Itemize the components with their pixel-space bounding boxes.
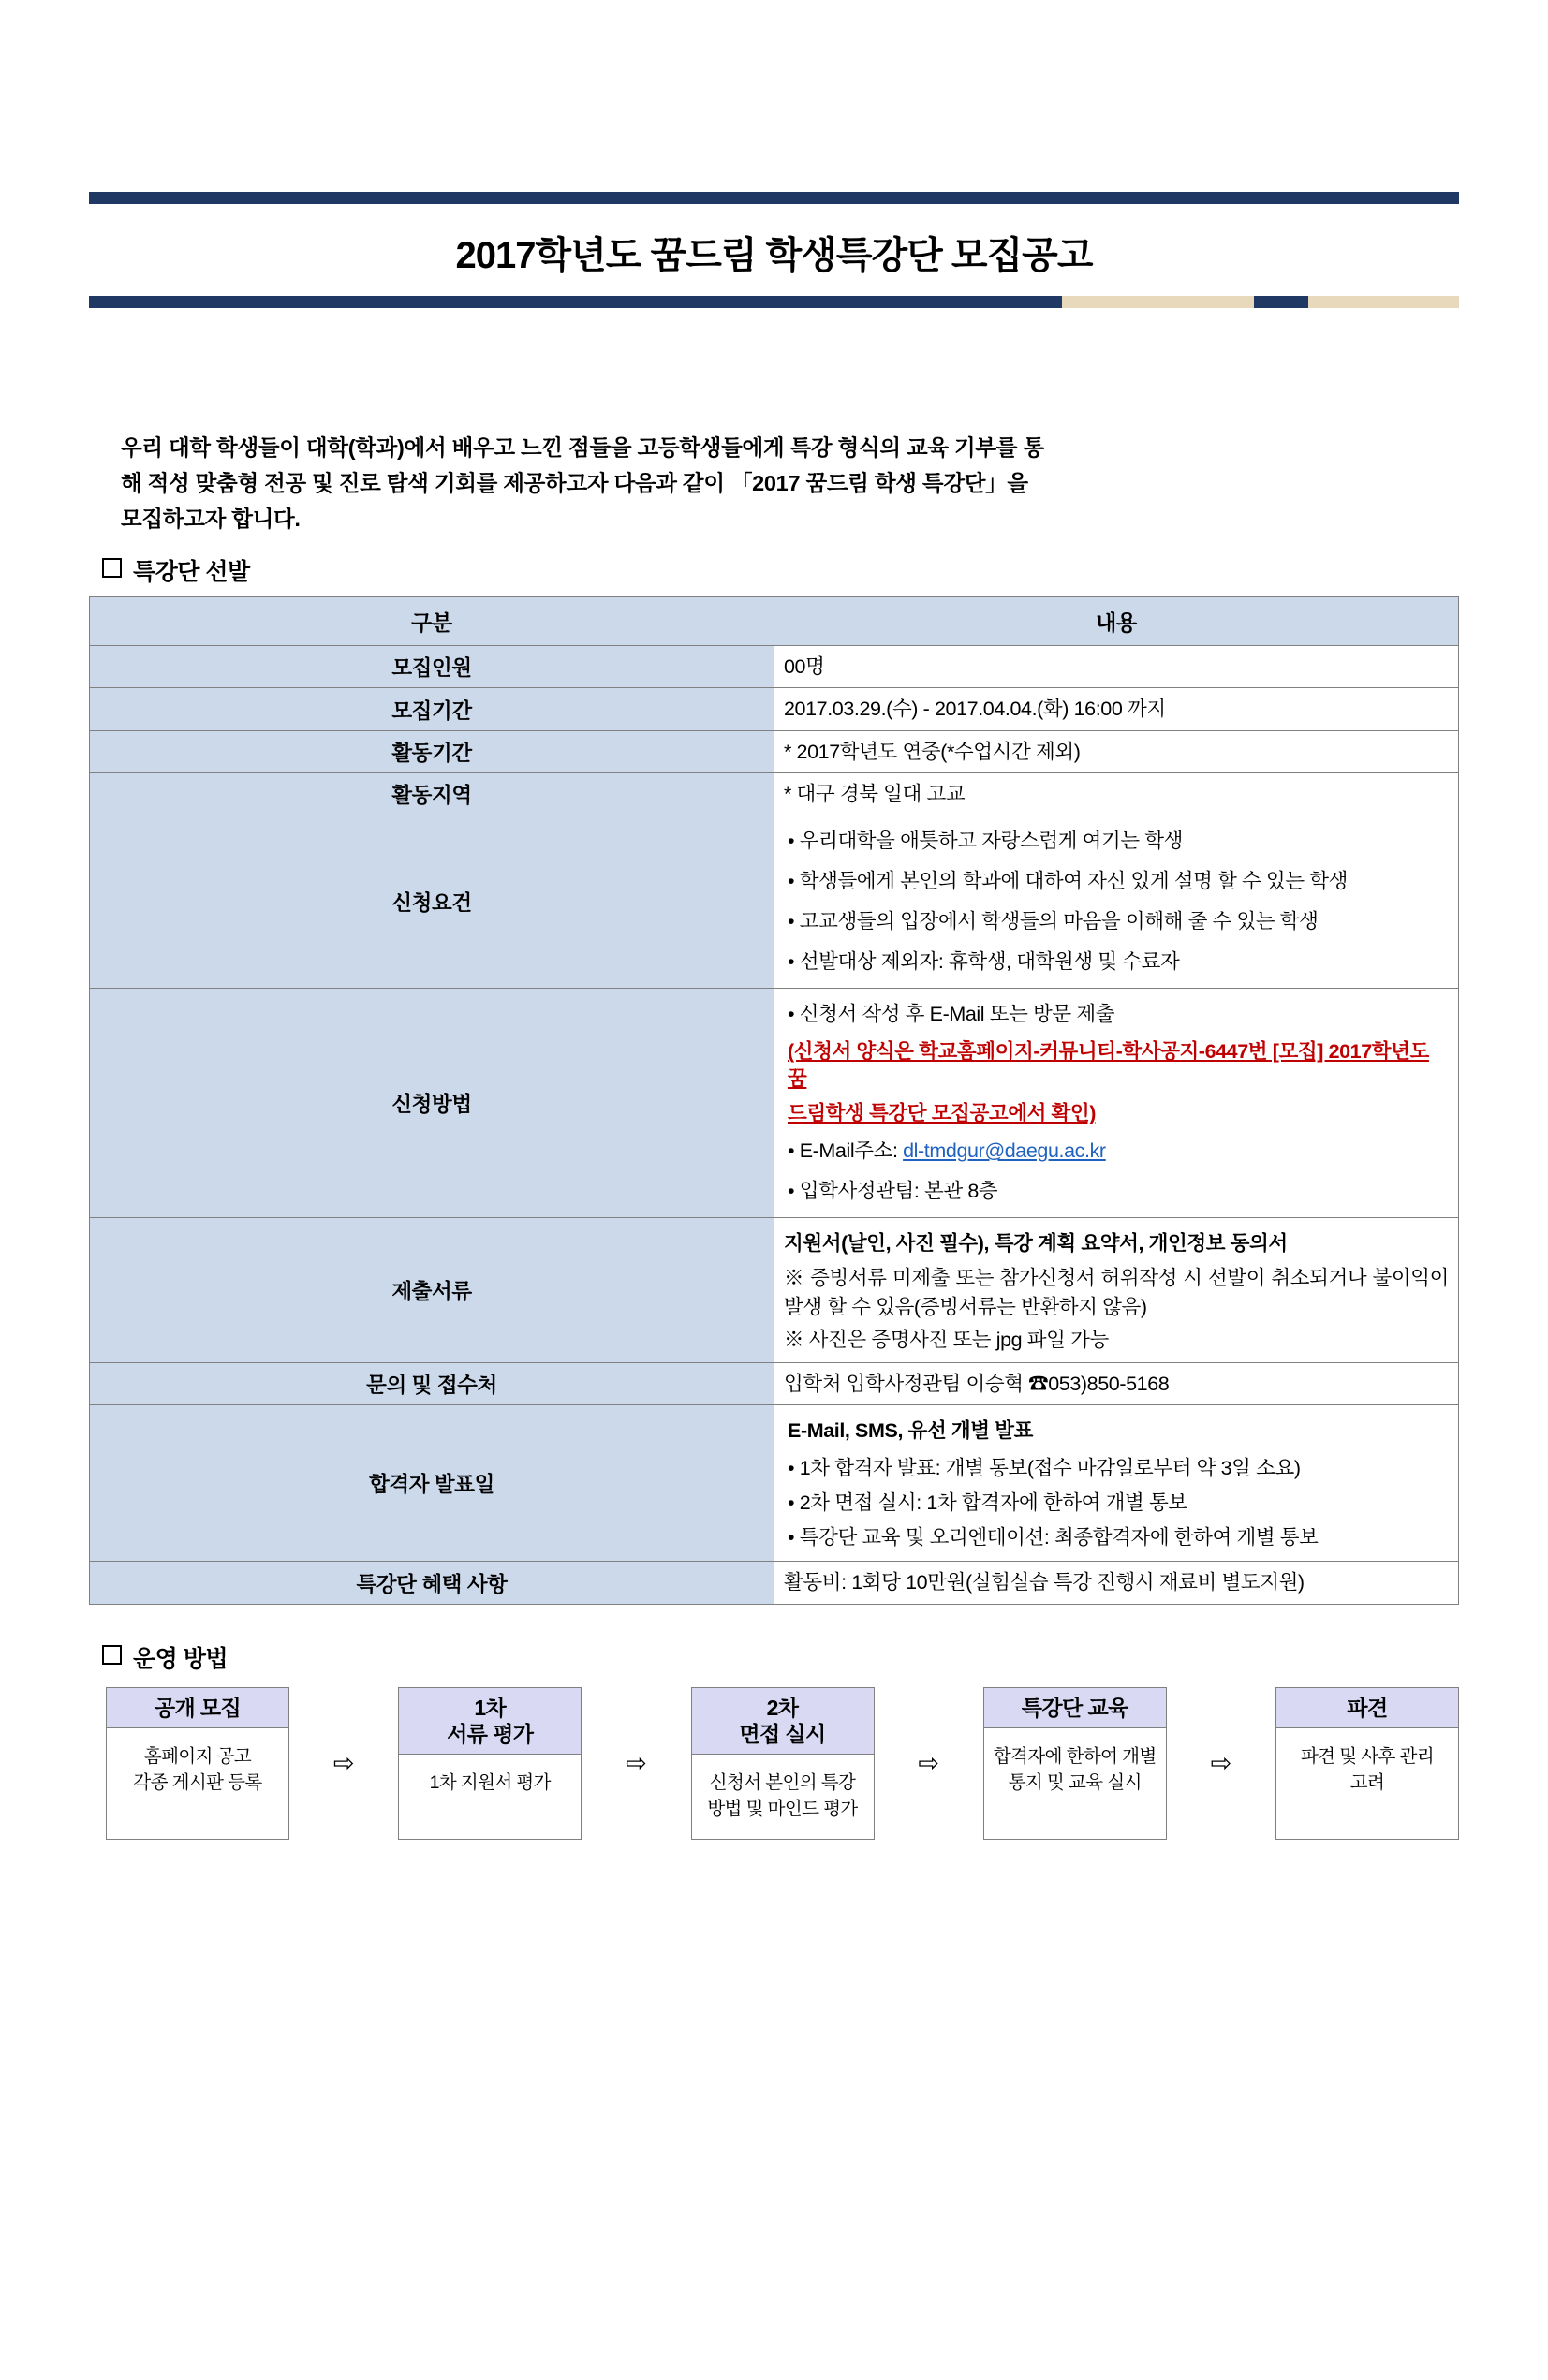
row-label-recruit-period: 모집기간 [90, 688, 774, 730]
flow-node-body [984, 1728, 1166, 1814]
table-row [90, 772, 1459, 815]
table-row [90, 1363, 1459, 1405]
process-flow-diagram [106, 1687, 1459, 1841]
row-value-activity-area: * 대구 경북 일대 고교 [774, 772, 1459, 815]
intro-line-2: 해 적성 맞춤형 전공 및 진로 탐색 기회를 제공하고자 다음과 같이 「2017 꿈드림 학생 특강단」을 [121, 471, 1028, 496]
flow-node-training [983, 1687, 1167, 1841]
flow-node-public-recruitment [106, 1687, 289, 1841]
row-label-how-to-apply: 신청방법 [90, 989, 774, 1218]
table-row [90, 815, 1459, 989]
flow-node-body-line: 방법 및 마인드 평가 [707, 1799, 858, 1820]
row-label-contact: 문의 및 접수처 [90, 1363, 774, 1405]
row-label-activity-period: 활동기간 [90, 730, 774, 772]
row-value-contact: 입학처 입학사정관팀 이승혁 ☎053)850-5168 [774, 1363, 1459, 1405]
row-value-recruit-period: 2017.03.29.(수) - 2017.04.04.(화) 16:00 까지 [774, 688, 1459, 730]
title-rule-top [89, 192, 1459, 204]
row-label-recruit-count: 모집인원 [90, 646, 774, 688]
flow-arrow-icon: ⇨ [626, 1748, 647, 1777]
documents-note-1: ※ 증빙서류 미제출 또는 참가신청서 허위작성 시 선발이 취소되거나 불이익이 발생 할 수 있음(증빙서류는 반환하지 않음) [784, 1266, 1449, 1318]
flow-node-title-line: 서류 평가 [447, 1721, 534, 1746]
flow-node-body-line: 합격자에 한하여 개별 [993, 1745, 1157, 1767]
table-row [90, 1562, 1459, 1604]
rule-segment-dark-2 [1254, 296, 1309, 308]
apply-email-prefix: • E-Mail주소: [788, 1139, 904, 1163]
row-label-activity-area: 활동지역 [90, 772, 774, 815]
intro-paragraph [89, 430, 1459, 536]
row-value-requirements [774, 815, 1459, 989]
row-value-recruit-count: 00명 [774, 646, 1459, 688]
documents-required: 지원서(날인, 사진 필수), 특강 계획 요약서, 개인정보 동의서 [784, 1232, 1288, 1256]
table-row [90, 1405, 1459, 1562]
announcement-methods: E-Mail, SMS, 유선 개별 발표 [788, 1419, 1033, 1443]
flow-node-title [399, 1688, 581, 1755]
requirement-item: • 선발대상 제외자: 휴학생, 대학원생 및 수료자 [788, 950, 1180, 974]
recruitment-table [89, 596, 1459, 1604]
checkbox-icon [102, 558, 122, 578]
announcement-item: • 1차 합격자 발표: 개별 통보(접수 마감일로부터 약 3일 소요) [788, 1457, 1301, 1480]
apply-note-form-location-line-1 [784, 1035, 1449, 1096]
row-label-benefits: 특강단 혜택 사항 [90, 1562, 774, 1604]
row-value-announcement [774, 1405, 1459, 1562]
documents-note-2: ※ 사진은 증명사진 또는 jpg 파일 가능 [784, 1328, 1109, 1351]
requirement-item: • 고교생들의 입장에서 학생들의 마음을 이해해 줄 수 있는 학생 [788, 910, 1319, 933]
flow-arrow-icon: ⇨ [1210, 1748, 1232, 1777]
title-banner [89, 192, 1459, 308]
flow-node-title: 파견 [1276, 1688, 1458, 1728]
flow-node-title: 특강단 교육 [984, 1688, 1166, 1728]
row-value-benefits: 활동비: 1회당 10만원(실험실습 특강 진행시 재료비 별도지원) [774, 1562, 1459, 1604]
row-value-documents [774, 1218, 1459, 1363]
requirement-item: • 우리대학을 애틋하고 자랑스럽게 여기는 학생 [788, 830, 1184, 853]
apply-item-email [784, 1131, 1449, 1171]
apply-note-red-1: (신청서 양식은 학교홈페이지-커뮤니티-학사공지-6447번 [모집] 2017학년도 꿈 [788, 1040, 1429, 1091]
table-row [90, 646, 1459, 688]
intro-line-1: 우리 대학 학생들이 대학(학과)에서 배우고 느낀 점들을 고등학생들에게 특강 형식의 교육 기부를 통 [121, 435, 1044, 460]
requirement-item: • 학생들에게 본인의 학과에 대하여 자신 있게 설명 할 수 있는 학생 [788, 870, 1349, 893]
flow-node-body [399, 1755, 581, 1828]
table-row [90, 730, 1459, 772]
section-heading-operation-label: 운영 방법 [133, 1645, 229, 1672]
flow-node-body [107, 1728, 288, 1814]
flow-node-interview [691, 1687, 875, 1841]
flow-node-title-line: 1차 [474, 1695, 507, 1720]
flow-node-title [692, 1688, 874, 1755]
announcement-item: • 2차 면접 실시: 1차 합격자에 한하여 개별 통보 [788, 1491, 1187, 1515]
checkbox-icon [102, 1645, 122, 1665]
flow-node-document-review [398, 1687, 582, 1841]
section-heading-operation [102, 1640, 1459, 1674]
row-label-documents: 제출서류 [90, 1218, 774, 1363]
operation-section [89, 1640, 1459, 1841]
flow-node-title: 공개 모집 [107, 1688, 288, 1728]
table-header-row [90, 597, 1459, 646]
rule-segment-tan-2 [1308, 296, 1459, 308]
flow-node-title-line: 면접 실시 [739, 1721, 826, 1746]
flow-node-body [692, 1755, 874, 1840]
page-title: 2017학년도 꿈드림 학생특강단 모집공고 [455, 235, 1093, 276]
table-header-content: 내용 [774, 597, 1459, 646]
flow-node-body [1276, 1728, 1458, 1814]
flow-node-body-line: 신청서 본인의 특강 [709, 1771, 856, 1793]
flow-arrow-icon: ⇨ [332, 1748, 355, 1777]
table-row [90, 1218, 1459, 1363]
table-row [90, 688, 1459, 730]
document-page [0, 192, 1548, 2380]
title-rule-bottom [89, 296, 1459, 308]
flow-node-title-line: 2차 [766, 1695, 799, 1720]
flow-node-body-line: 고려 [1349, 1771, 1385, 1793]
row-label-announcement: 합격자 발표일 [90, 1405, 774, 1562]
row-value-how-to-apply [774, 989, 1459, 1218]
table-header-category: 구분 [90, 597, 774, 646]
announcement-item: • 특강단 교육 및 오리엔테이션: 최종합격자에 한하여 개별 통보 [788, 1526, 1319, 1550]
apply-note-form-location-line-2 [784, 1096, 1449, 1131]
apply-item-office: • 입학사정관팀: 본관 8층 [788, 1180, 998, 1203]
section-heading-selection-label: 특강단 선발 [133, 559, 250, 586]
flow-node-body-line: 파견 및 사후 관리 [1300, 1745, 1435, 1767]
apply-note-red-2: 드림학생 특강단 모집공고에서 확인) [788, 1102, 1097, 1125]
row-label-requirements: 신청요건 [90, 815, 774, 989]
flow-node-dispatch [1275, 1687, 1459, 1841]
rule-segment-dark [89, 296, 1062, 308]
table-row [90, 989, 1459, 1218]
apply-item-submit: • 신청서 작성 후 E-Mail 또는 방문 제출 [788, 1003, 1115, 1026]
flow-node-body-line: 홈페이지 공고 [143, 1745, 252, 1767]
row-value-activity-period: * 2017학년도 연중(*수업시간 제외) [774, 730, 1459, 772]
flow-node-body-line: 1차 지원서 평가 [429, 1771, 551, 1793]
rule-segment-tan [1062, 296, 1254, 308]
flow-node-body-line: 각종 게시판 등록 [133, 1771, 262, 1793]
intro-line-3: 모집하고자 합니다. [121, 507, 301, 532]
section-heading-selection [102, 553, 1459, 587]
flow-node-body-line: 통지 및 교육 실시 [1008, 1771, 1142, 1793]
email-link[interactable]: dl-tmdgur@daegu.ac.kr [903, 1139, 1106, 1163]
flow-arrow-icon: ⇨ [918, 1748, 939, 1777]
